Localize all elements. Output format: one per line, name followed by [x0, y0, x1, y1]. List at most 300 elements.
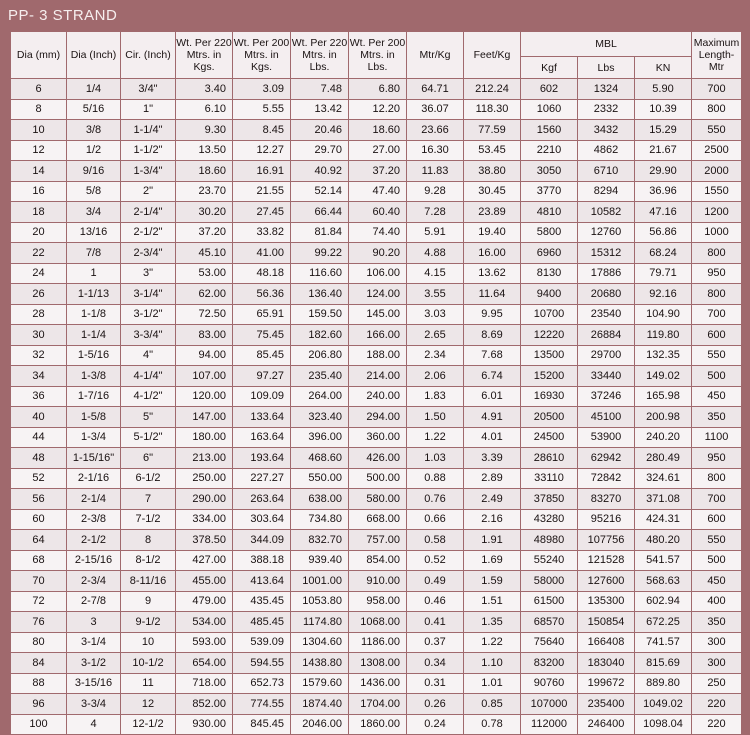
cell-max-length: 2000 — [692, 161, 742, 182]
cell-dia-mm: 56 — [11, 489, 67, 510]
cell-feet-kg: 30.45 — [464, 181, 521, 202]
cell-mbl-kn: 480.20 — [635, 530, 692, 551]
cell-mtr-kg: 1.83 — [407, 386, 464, 407]
cell-feet-kg: 19.40 — [464, 222, 521, 243]
cell-max-length: 550 — [692, 530, 742, 551]
cell-max-length: 800 — [692, 243, 742, 264]
cell-feet-kg: 77.59 — [464, 120, 521, 141]
cell-wt220-kgs: 479.00 — [176, 591, 233, 612]
cell-wt200-kgs: 8.45 — [233, 120, 291, 141]
cell-mbl-lbs: 83270 — [578, 489, 635, 510]
cell-wt200-kgs: 133.64 — [233, 407, 291, 428]
cell-wt220-kgs: 9.30 — [176, 120, 233, 141]
cell-wt200-lbs: 1308.00 — [349, 653, 407, 674]
cell-feet-kg: 4.01 — [464, 427, 521, 448]
cell-dia-mm: 12 — [11, 140, 67, 161]
cell-cir-inch: 3" — [121, 263, 176, 284]
cell-wt220-lbs: 939.40 — [291, 550, 349, 571]
cell-wt200-lbs: 580.00 — [349, 489, 407, 510]
cell-dia-inch: 1-1/4 — [67, 325, 121, 346]
cell-cir-inch: 2-1/4" — [121, 202, 176, 223]
cell-cir-inch: 8-11/16 — [121, 571, 176, 592]
table-row — [11, 571, 742, 592]
cell-wt220-kgs: 852.00 — [176, 694, 233, 715]
cell-mbl-lbs: 246400 — [578, 714, 635, 735]
cell-mbl-kgf: 83200 — [521, 653, 578, 674]
cell-wt220-kgs: 930.00 — [176, 714, 233, 735]
cell-wt220-lbs: 1304.60 — [291, 632, 349, 653]
cell-dia-inch: 3-15/16 — [67, 673, 121, 694]
cell-mbl-kgf: 4810 — [521, 202, 578, 223]
cell-wt220-kgs: 13.50 — [176, 140, 233, 161]
cell-wt220-lbs: 1874.40 — [291, 694, 349, 715]
cell-mbl-kn: 5.90 — [635, 79, 692, 100]
cell-mbl-kn: 165.98 — [635, 386, 692, 407]
cell-mbl-kn: 149.02 — [635, 366, 692, 387]
cell-mbl-lbs: 166408 — [578, 632, 635, 653]
cell-mbl-lbs: 17886 — [578, 263, 635, 284]
cell-max-length: 300 — [692, 653, 742, 674]
cell-mbl-kgf: 75640 — [521, 632, 578, 653]
cell-cir-inch: 2" — [121, 181, 176, 202]
cell-mbl-kn: 741.57 — [635, 632, 692, 653]
cell-dia-mm: 48 — [11, 448, 67, 469]
cell-wt200-kgs: 21.55 — [233, 181, 291, 202]
cell-wt200-lbs: 47.40 — [349, 181, 407, 202]
cell-feet-kg: 16.00 — [464, 243, 521, 264]
cell-wt200-kgs: 774.55 — [233, 694, 291, 715]
cell-wt200-kgs: 413.64 — [233, 571, 291, 592]
cell-mtr-kg: 1.22 — [407, 427, 464, 448]
cell-wt220-kgs: 94.00 — [176, 345, 233, 366]
cell-mbl-kgf: 58000 — [521, 571, 578, 592]
cell-wt220-lbs: 1053.80 — [291, 591, 349, 612]
cell-wt220-lbs: 136.40 — [291, 284, 349, 305]
cell-wt200-lbs: 294.00 — [349, 407, 407, 428]
cell-dia-inch: 1-3/4 — [67, 427, 121, 448]
cell-mtr-kg: 7.28 — [407, 202, 464, 223]
cell-cir-inch: 1-3/4" — [121, 161, 176, 182]
table-row — [11, 161, 742, 182]
table-row — [11, 284, 742, 305]
cell-max-length: 450 — [692, 386, 742, 407]
cell-wt220-kgs: 6.10 — [176, 99, 233, 120]
cell-mbl-lbs: 199672 — [578, 673, 635, 694]
cell-mbl-lbs: 4862 — [578, 140, 635, 161]
cell-max-length: 350 — [692, 612, 742, 633]
cell-wt220-lbs: 20.46 — [291, 120, 349, 141]
cell-dia-inch: 5/8 — [67, 181, 121, 202]
cell-wt220-lbs: 235.40 — [291, 366, 349, 387]
cell-wt200-lbs: 854.00 — [349, 550, 407, 571]
cell-feet-kg: 3.39 — [464, 448, 521, 469]
cell-wt220-kgs: 718.00 — [176, 673, 233, 694]
cell-mbl-lbs: 135300 — [578, 591, 635, 612]
cell-max-length: 450 — [692, 571, 742, 592]
cell-dia-inch: 3-3/4 — [67, 694, 121, 715]
cell-dia-inch: 1-1/8 — [67, 304, 121, 325]
cell-wt220-kgs: 30.20 — [176, 202, 233, 223]
table-row — [11, 407, 742, 428]
cell-wt200-kgs: 227.27 — [233, 468, 291, 489]
rope-spec-table — [10, 31, 742, 735]
cell-wt200-lbs: 1186.00 — [349, 632, 407, 653]
header-kn: KN — [635, 57, 692, 79]
cell-max-length: 250 — [692, 673, 742, 694]
cell-wt220-kgs: 250.00 — [176, 468, 233, 489]
cell-max-length: 400 — [692, 591, 742, 612]
cell-dia-inch: 1-3/8 — [67, 366, 121, 387]
cell-dia-mm: 18 — [11, 202, 67, 223]
cell-dia-inch: 2-3/4 — [67, 571, 121, 592]
cell-feet-kg: 1.59 — [464, 571, 521, 592]
cell-mtr-kg: 0.49 — [407, 571, 464, 592]
cell-max-length: 220 — [692, 694, 742, 715]
cell-wt220-kgs: 18.60 — [176, 161, 233, 182]
cell-mbl-kn: 371.08 — [635, 489, 692, 510]
cell-mbl-lbs: 8294 — [578, 181, 635, 202]
cell-wt220-kgs: 593.00 — [176, 632, 233, 653]
cell-feet-kg: 1.69 — [464, 550, 521, 571]
cell-cir-inch: 7-1/2 — [121, 509, 176, 530]
header-feet-kg: Feet/Kg — [464, 32, 521, 79]
cell-mbl-kgf: 8130 — [521, 263, 578, 284]
cell-wt220-lbs: 1174.80 — [291, 612, 349, 633]
cell-wt220-kgs: 180.00 — [176, 427, 233, 448]
cell-mbl-kgf: 6960 — [521, 243, 578, 264]
cell-mbl-lbs: 53900 — [578, 427, 635, 448]
cell-cir-inch: 5-1/2" — [121, 427, 176, 448]
cell-cir-inch: 3/4" — [121, 79, 176, 100]
cell-cir-inch: 9 — [121, 591, 176, 612]
header-mtr-kg: Mtr/Kg — [407, 32, 464, 79]
table-body — [11, 79, 742, 735]
cell-max-length: 300 — [692, 632, 742, 653]
cell-mbl-kgf: 107000 — [521, 694, 578, 715]
cell-dia-mm: 100 — [11, 714, 67, 735]
header-mbl: MBL — [521, 32, 692, 57]
cell-mbl-lbs: 2332 — [578, 99, 635, 120]
header-wt200-kgs: Wt. Per 200 Mtrs. in Kgs. — [233, 32, 291, 79]
table-row — [11, 550, 742, 571]
cell-wt220-lbs: 638.00 — [291, 489, 349, 510]
cell-wt220-lbs: 29.70 — [291, 140, 349, 161]
cell-dia-mm: 68 — [11, 550, 67, 571]
cell-dia-inch: 3/4 — [67, 202, 121, 223]
cell-cir-inch: 9-1/2 — [121, 612, 176, 633]
header-kgf: Kgf — [521, 57, 578, 79]
cell-dia-inch: 3-1/4 — [67, 632, 121, 653]
cell-mtr-kg: 1.50 — [407, 407, 464, 428]
cell-dia-mm: 22 — [11, 243, 67, 264]
table-row — [11, 243, 742, 264]
cell-mbl-kgf: 15200 — [521, 366, 578, 387]
cell-cir-inch: 2-3/4" — [121, 243, 176, 264]
cell-feet-kg: 6.01 — [464, 386, 521, 407]
cell-mbl-kgf: 3050 — [521, 161, 578, 182]
cell-wt220-kgs: 37.20 — [176, 222, 233, 243]
cell-mtr-kg: 0.58 — [407, 530, 464, 551]
table-row — [11, 202, 742, 223]
cell-max-length: 700 — [692, 489, 742, 510]
cell-dia-mm: 30 — [11, 325, 67, 346]
cell-wt200-lbs: 124.00 — [349, 284, 407, 305]
cell-feet-kg: 1.35 — [464, 612, 521, 633]
cell-wt220-lbs: 832.70 — [291, 530, 349, 551]
table-row — [11, 79, 742, 100]
cell-dia-mm: 8 — [11, 99, 67, 120]
cell-feet-kg: 38.80 — [464, 161, 521, 182]
cell-max-length: 220 — [692, 714, 742, 735]
cell-feet-kg: 1.51 — [464, 591, 521, 612]
cell-mbl-kn: 602.94 — [635, 591, 692, 612]
header-wt220-lbs: Wt. Per 220 Mtrs. in Lbs. — [291, 32, 349, 79]
cell-mbl-kgf: 37850 — [521, 489, 578, 510]
cell-dia-inch: 9/16 — [67, 161, 121, 182]
cell-wt200-lbs: 37.20 — [349, 161, 407, 182]
cell-wt200-kgs: 97.27 — [233, 366, 291, 387]
cell-mtr-kg: 0.31 — [407, 673, 464, 694]
cell-mbl-lbs: 1324 — [578, 79, 635, 100]
cell-dia-mm: 32 — [11, 345, 67, 366]
cell-cir-inch: 8 — [121, 530, 176, 551]
cell-feet-kg: 2.16 — [464, 509, 521, 530]
cell-feet-kg: 23.89 — [464, 202, 521, 223]
cell-wt200-kgs: 594.55 — [233, 653, 291, 674]
cell-mbl-kn: 15.29 — [635, 120, 692, 141]
cell-mbl-lbs: 10582 — [578, 202, 635, 223]
cell-mtr-kg: 2.65 — [407, 325, 464, 346]
cell-max-length: 800 — [692, 284, 742, 305]
cell-feet-kg: 9.95 — [464, 304, 521, 325]
cell-dia-inch: 13/16 — [67, 222, 121, 243]
cell-mbl-lbs: 37246 — [578, 386, 635, 407]
cell-mtr-kg: 9.28 — [407, 181, 464, 202]
table-row — [11, 489, 742, 510]
cell-dia-mm: 36 — [11, 386, 67, 407]
cell-max-length: 1000 — [692, 222, 742, 243]
cell-wt200-lbs: 426.00 — [349, 448, 407, 469]
table-row — [11, 448, 742, 469]
cell-feet-kg: 53.45 — [464, 140, 521, 161]
cell-mtr-kg: 0.66 — [407, 509, 464, 530]
table-row — [11, 612, 742, 633]
cell-wt200-kgs: 48.18 — [233, 263, 291, 284]
table-row — [11, 120, 742, 141]
cell-dia-mm: 14 — [11, 161, 67, 182]
cell-wt200-lbs: 958.00 — [349, 591, 407, 612]
cell-wt220-kgs: 534.00 — [176, 612, 233, 633]
cell-wt220-lbs: 116.60 — [291, 263, 349, 284]
cell-cir-inch: 3-3/4" — [121, 325, 176, 346]
cell-mbl-kn: 324.61 — [635, 468, 692, 489]
cell-wt220-kgs: 378.50 — [176, 530, 233, 551]
table-row — [11, 325, 742, 346]
cell-mtr-kg: 0.52 — [407, 550, 464, 571]
cell-mbl-lbs: 183040 — [578, 653, 635, 674]
cell-cir-inch: 4" — [121, 345, 176, 366]
cell-wt220-lbs: 81.84 — [291, 222, 349, 243]
cell-mbl-kgf: 12220 — [521, 325, 578, 346]
cell-mbl-kgf: 61500 — [521, 591, 578, 612]
cell-wt220-kgs: 120.00 — [176, 386, 233, 407]
cell-max-length: 550 — [692, 345, 742, 366]
cell-wt220-lbs: 323.40 — [291, 407, 349, 428]
cell-wt200-kgs: 163.64 — [233, 427, 291, 448]
cell-mbl-lbs: 150854 — [578, 612, 635, 633]
cell-wt220-lbs: 99.22 — [291, 243, 349, 264]
cell-mbl-lbs: 15312 — [578, 243, 635, 264]
cell-wt220-kgs: 62.00 — [176, 284, 233, 305]
cell-wt200-kgs: 41.00 — [233, 243, 291, 264]
cell-cir-inch: 10-1/2 — [121, 653, 176, 674]
cell-wt220-kgs: 334.00 — [176, 509, 233, 530]
cell-mbl-kn: 200.98 — [635, 407, 692, 428]
table-row — [11, 591, 742, 612]
cell-wt200-kgs: 193.64 — [233, 448, 291, 469]
cell-dia-inch: 1-1/13 — [67, 284, 121, 305]
cell-mtr-kg: 3.55 — [407, 284, 464, 305]
cell-mbl-kn: 119.80 — [635, 325, 692, 346]
cell-wt200-kgs: 33.82 — [233, 222, 291, 243]
cell-feet-kg: 1.10 — [464, 653, 521, 674]
cell-mtr-kg: 1.03 — [407, 448, 464, 469]
cell-wt220-lbs: 206.80 — [291, 345, 349, 366]
cell-mbl-kn: 104.90 — [635, 304, 692, 325]
table-row — [11, 304, 742, 325]
header-max-length: Maximum Length- Mtr — [692, 32, 742, 79]
cell-wt220-kgs: 83.00 — [176, 325, 233, 346]
cell-wt220-lbs: 468.60 — [291, 448, 349, 469]
cell-mbl-lbs: 127600 — [578, 571, 635, 592]
cell-mbl-kn: 1098.04 — [635, 714, 692, 735]
cell-mbl-kn: 889.80 — [635, 673, 692, 694]
cell-feet-kg: 1.91 — [464, 530, 521, 551]
cell-cir-inch: 10 — [121, 632, 176, 653]
cell-cir-inch: 2-1/2" — [121, 222, 176, 243]
cell-feet-kg: 1.01 — [464, 673, 521, 694]
cell-wt220-lbs: 40.92 — [291, 161, 349, 182]
cell-wt220-lbs: 550.00 — [291, 468, 349, 489]
cell-wt220-lbs: 66.44 — [291, 202, 349, 223]
cell-cir-inch: 7 — [121, 489, 176, 510]
cell-max-length: 800 — [692, 99, 742, 120]
cell-mbl-kn: 21.67 — [635, 140, 692, 161]
cell-mbl-kn: 280.49 — [635, 448, 692, 469]
cell-wt220-lbs: 13.42 — [291, 99, 349, 120]
cell-cir-inch: 5" — [121, 407, 176, 428]
cell-wt200-kgs: 16.91 — [233, 161, 291, 182]
cell-cir-inch: 4-1/2" — [121, 386, 176, 407]
cell-mtr-kg: 11.83 — [407, 161, 464, 182]
header-wt200-lbs: Wt. Per 200 Mtrs. in Lbs. — [349, 32, 407, 79]
cell-wt200-lbs: 12.20 — [349, 99, 407, 120]
cell-mbl-kn: 47.16 — [635, 202, 692, 223]
cell-mbl-lbs: 3432 — [578, 120, 635, 141]
header-lbs: Lbs — [578, 57, 635, 79]
cell-wt200-lbs: 188.00 — [349, 345, 407, 366]
cell-max-length: 600 — [692, 509, 742, 530]
cell-wt200-kgs: 539.09 — [233, 632, 291, 653]
cell-mbl-kn: 568.63 — [635, 571, 692, 592]
cell-mbl-lbs: 107756 — [578, 530, 635, 551]
header-cir-inch: Cir. (Inch) — [121, 32, 176, 79]
cell-dia-mm: 16 — [11, 181, 67, 202]
cell-mbl-lbs: 20680 — [578, 284, 635, 305]
cell-wt220-lbs: 52.14 — [291, 181, 349, 202]
cell-feet-kg: 4.91 — [464, 407, 521, 428]
cell-max-length: 550 — [692, 120, 742, 141]
cell-feet-kg: 1.22 — [464, 632, 521, 653]
cell-max-length: 500 — [692, 366, 742, 387]
cell-wt200-kgs: 263.64 — [233, 489, 291, 510]
cell-mbl-kgf: 16930 — [521, 386, 578, 407]
cell-cir-inch: 12 — [121, 694, 176, 715]
table-row — [11, 140, 742, 161]
cell-mtr-kg: 0.88 — [407, 468, 464, 489]
cell-cir-inch: 8-1/2 — [121, 550, 176, 571]
cell-wt200-lbs: 1068.00 — [349, 612, 407, 633]
cell-wt200-lbs: 360.00 — [349, 427, 407, 448]
cell-mbl-kn: 36.96 — [635, 181, 692, 202]
table-row — [11, 222, 742, 243]
cell-mbl-kgf: 602 — [521, 79, 578, 100]
cell-dia-mm: 26 — [11, 284, 67, 305]
cell-mbl-lbs: 26884 — [578, 325, 635, 346]
cell-cir-inch: 1" — [121, 99, 176, 120]
cell-wt200-lbs: 166.00 — [349, 325, 407, 346]
cell-wt200-lbs: 500.00 — [349, 468, 407, 489]
cell-max-length: 700 — [692, 79, 742, 100]
cell-cir-inch: 12-1/2 — [121, 714, 176, 735]
cell-wt200-lbs: 27.00 — [349, 140, 407, 161]
cell-wt220-kgs: 213.00 — [176, 448, 233, 469]
cell-wt220-lbs: 1438.80 — [291, 653, 349, 674]
cell-dia-inch: 1/4 — [67, 79, 121, 100]
cell-mbl-kn: 92.16 — [635, 284, 692, 305]
table-row — [11, 345, 742, 366]
header-dia-mm: Dia (mm) — [11, 32, 67, 79]
cell-mbl-kn: 68.24 — [635, 243, 692, 264]
cell-feet-kg: 2.89 — [464, 468, 521, 489]
cell-cir-inch: 3-1/4" — [121, 284, 176, 305]
cell-mbl-kn: 79.71 — [635, 263, 692, 284]
cell-mbl-kn: 132.35 — [635, 345, 692, 366]
cell-wt220-kgs: 45.10 — [176, 243, 233, 264]
cell-dia-mm: 52 — [11, 468, 67, 489]
cell-mbl-kgf: 5800 — [521, 222, 578, 243]
table-row — [11, 263, 742, 284]
cell-wt200-kgs: 109.09 — [233, 386, 291, 407]
cell-wt200-kgs: 85.45 — [233, 345, 291, 366]
cell-dia-inch: 1-5/16 — [67, 345, 121, 366]
cell-feet-kg: 8.69 — [464, 325, 521, 346]
cell-max-length: 600 — [692, 325, 742, 346]
cell-dia-mm: 80 — [11, 632, 67, 653]
cell-dia-mm: 20 — [11, 222, 67, 243]
cell-dia-mm: 40 — [11, 407, 67, 428]
cell-dia-mm: 96 — [11, 694, 67, 715]
cell-mtr-kg: 0.34 — [407, 653, 464, 674]
cell-dia-mm: 88 — [11, 673, 67, 694]
cell-wt220-kgs: 654.00 — [176, 653, 233, 674]
cell-dia-mm: 64 — [11, 530, 67, 551]
cell-wt220-kgs: 290.00 — [176, 489, 233, 510]
cell-wt200-kgs: 303.64 — [233, 509, 291, 530]
cell-wt200-kgs: 27.45 — [233, 202, 291, 223]
cell-feet-kg: 6.74 — [464, 366, 521, 387]
cell-wt220-kgs: 147.00 — [176, 407, 233, 428]
